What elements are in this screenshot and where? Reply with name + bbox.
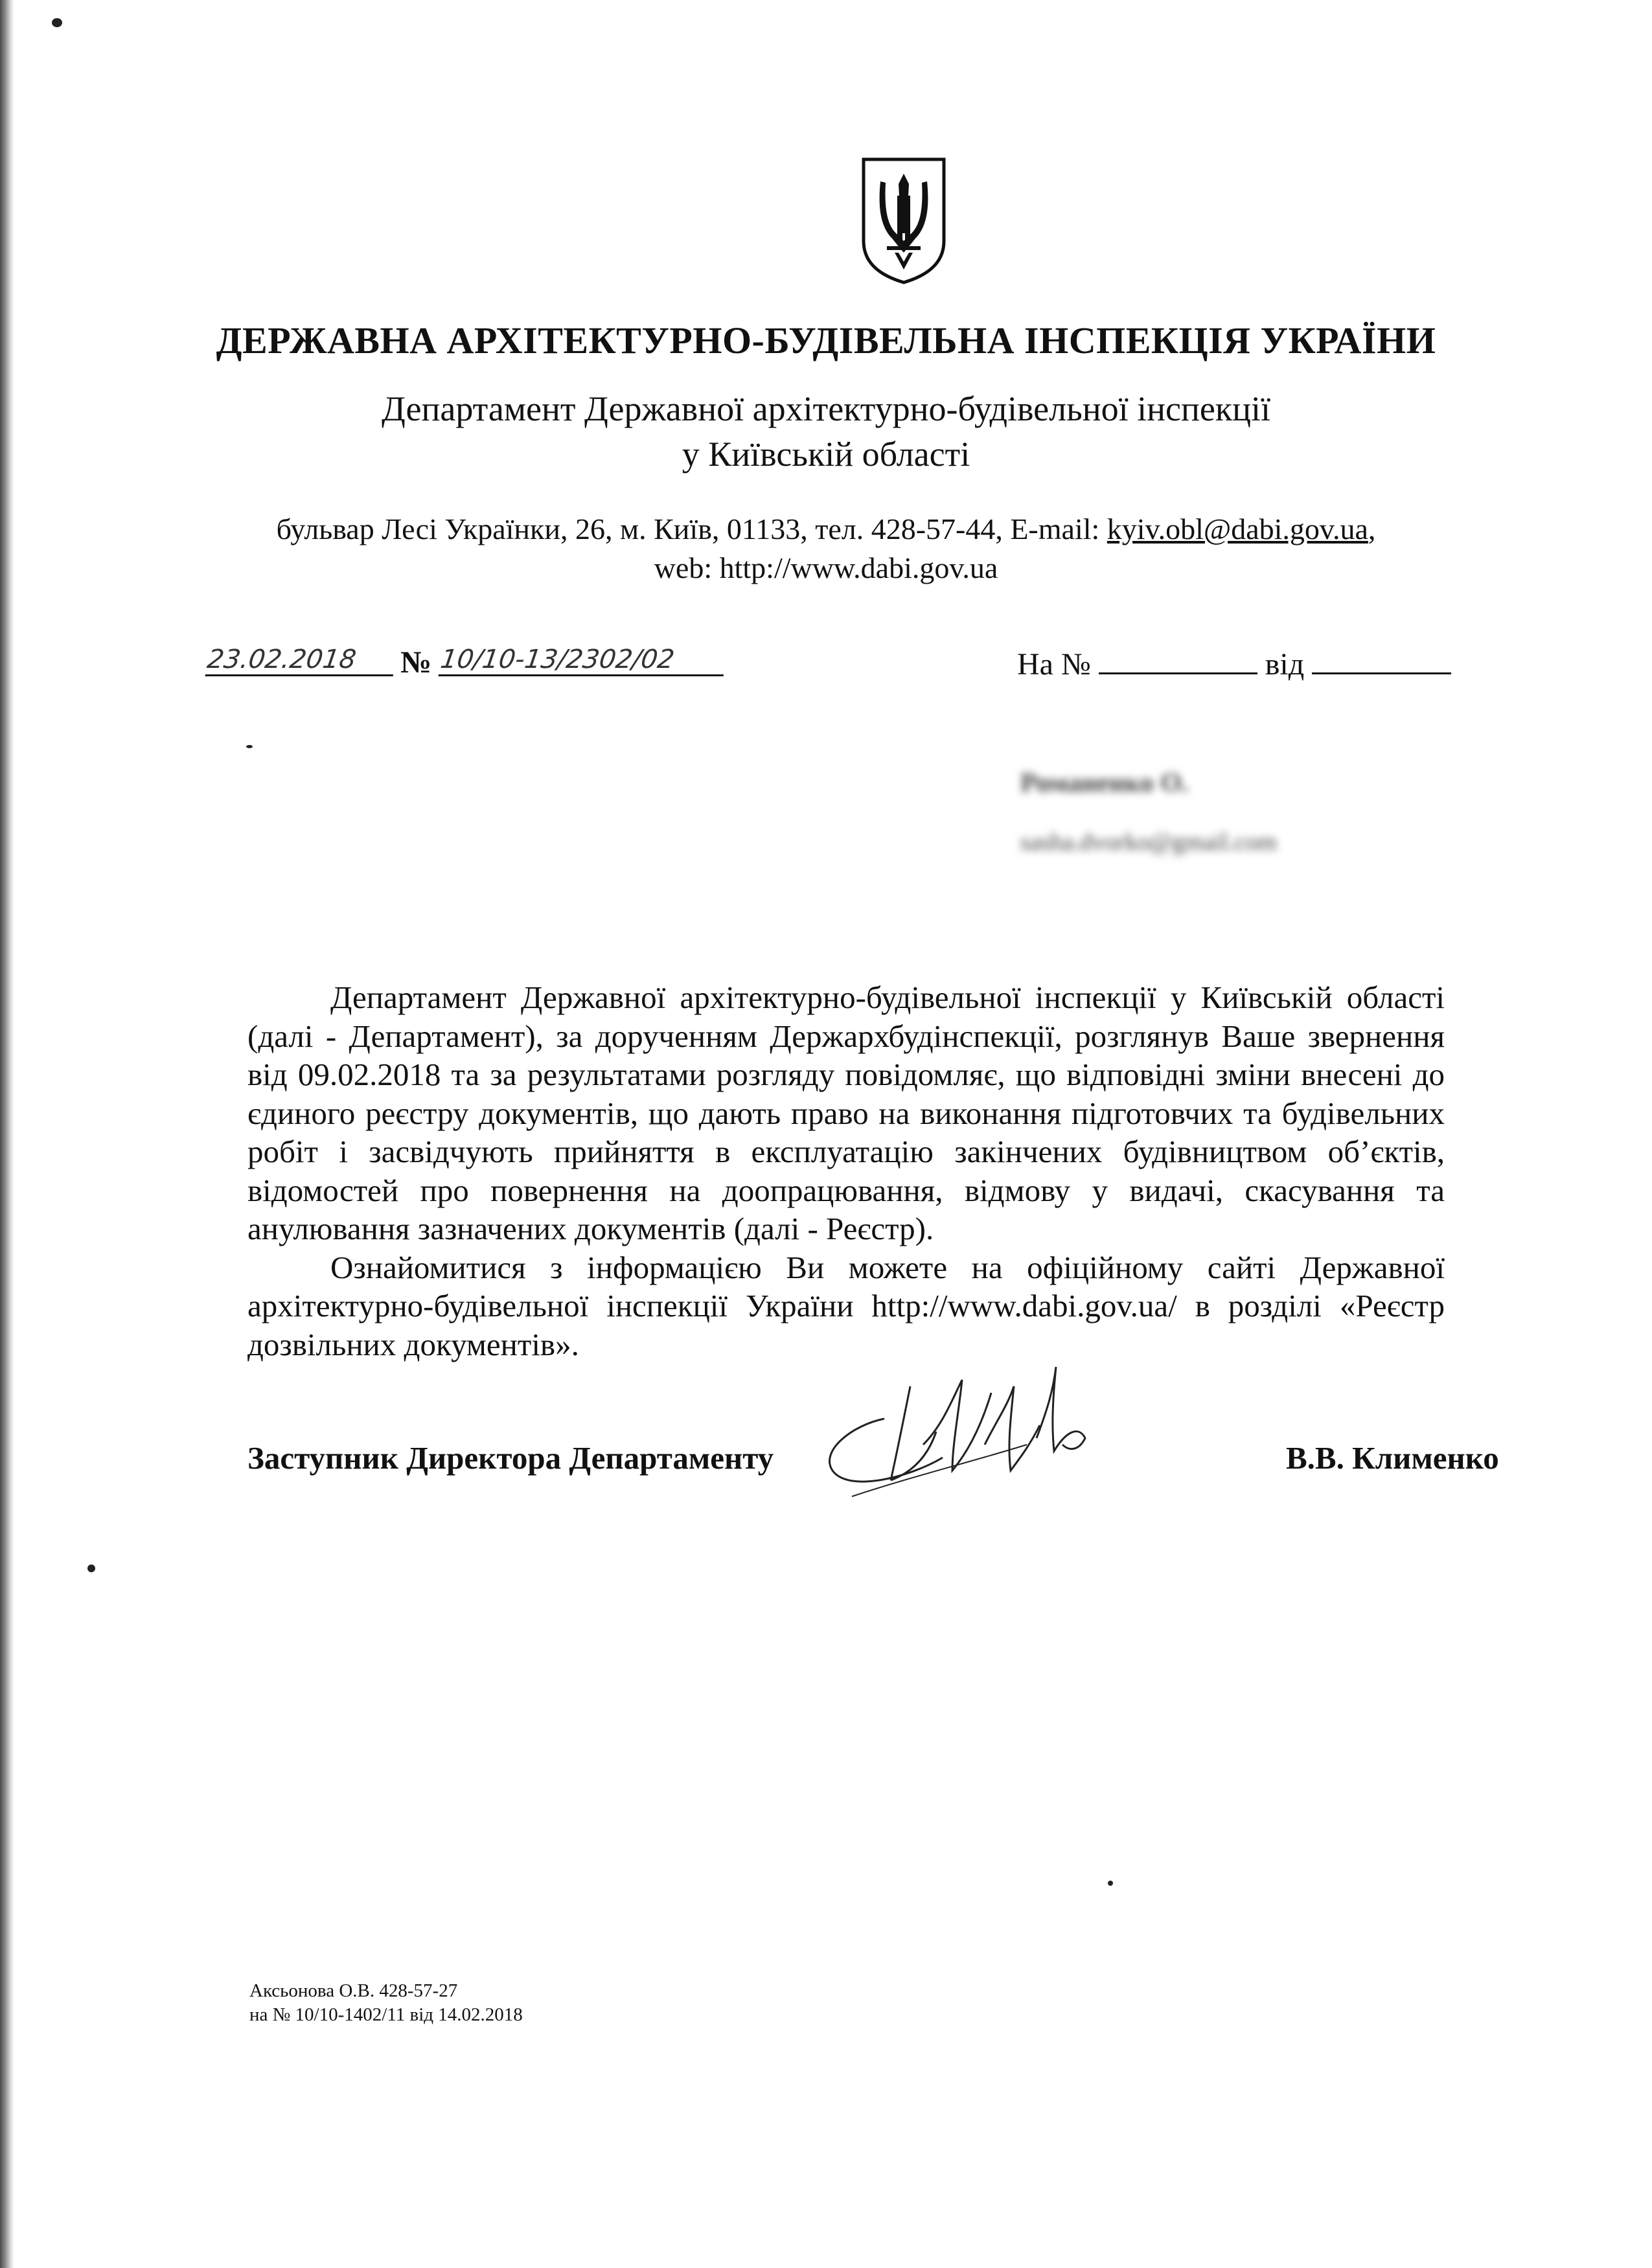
organization-title: ДЕРЖАВНА АРХІТЕКТУРНО-БУДІВЕЛЬНА ІНСПЕКЦІЯ УКРАЇНИ: [216, 319, 1436, 361]
scan-speck: [246, 745, 253, 748]
incoming-number-label: На №: [1017, 647, 1091, 682]
body-paragraph-1: Департамент Державної архітектурно-будівельної інспекції у Київській області (далі - Департамент), за дорученням Держархбудінспекції, розглянув Ваше звернення від 09.02.2018 та за результатами розгляду повідомляє, що відповідні зміни внесені до єдиного реєстру документів, що дають право на виконання підготовчих та будівельних робіт і засвідчують прийняття в експлуатацію закінчених будівництвом об’єктів, відомостей про повернення на доопрацювання, відмову у видачі, скасування та анулювання зазначених документів (далі - Реєстр).: [247, 979, 1445, 1246]
signatory-name: В.В. Клименко: [1286, 1440, 1499, 1476]
address-text: бульвар Лесі Українки, 26, м. Київ, 01133, тел. 428-57-44, E-mail:: [276, 512, 1107, 545]
incoming-date-blank: [1312, 647, 1451, 674]
outgoing-number: 10/10-13/2302/02: [439, 645, 728, 676]
website-line[interactable]: web: http://www.dabi.gov.ua: [654, 551, 998, 584]
recipient-email: sasha.dvorko@gmail.com: [1020, 829, 1277, 856]
scan-speck: [52, 18, 62, 27]
handwritten-signature: [813, 1347, 1098, 1509]
executor-footer: [249, 1979, 523, 2027]
outgoing-date: 23.02.2018: [205, 645, 398, 676]
signatory-position: Заступник Директора Департаменту: [247, 1440, 774, 1476]
contact-address: [0, 512, 1652, 546]
scan-speck: [1108, 1881, 1113, 1886]
incoming-number-blank: [1099, 647, 1257, 674]
executor-contact: Аксьонова О.В. 428-57-27: [249, 1980, 458, 2001]
recipient-block-redacted: [1020, 768, 1383, 881]
number-sign: №: [400, 645, 432, 680]
incoming-reference: [1017, 647, 1451, 682]
reference-number: на № 10/10-1402/11 від 14.02.2018: [249, 2004, 523, 2025]
address-suffix: ,: [1368, 512, 1376, 545]
body-paragraph-2: Ознайомитися з інформацією Ви можете на офіційному сайті Державної архітектурно-будівельної інспекції України http://www.dabi.gov.ua/ в розділі «Реєстр дозвільних документів».: [247, 1249, 1445, 1362]
scan-speck: [87, 1564, 95, 1572]
email-link[interactable]: kyiv.obl@dabi.gov.ua: [1107, 512, 1368, 545]
recipient-name: Романенко О.: [1020, 768, 1189, 798]
incoming-date-label: від: [1265, 647, 1305, 682]
trident-emblem-icon: [858, 155, 949, 285]
letter-body: [247, 978, 1445, 1364]
department-region: у Київській області: [682, 435, 970, 474]
department-name: Департамент Державної архітектурно-будівельної інспекції: [382, 389, 1270, 428]
